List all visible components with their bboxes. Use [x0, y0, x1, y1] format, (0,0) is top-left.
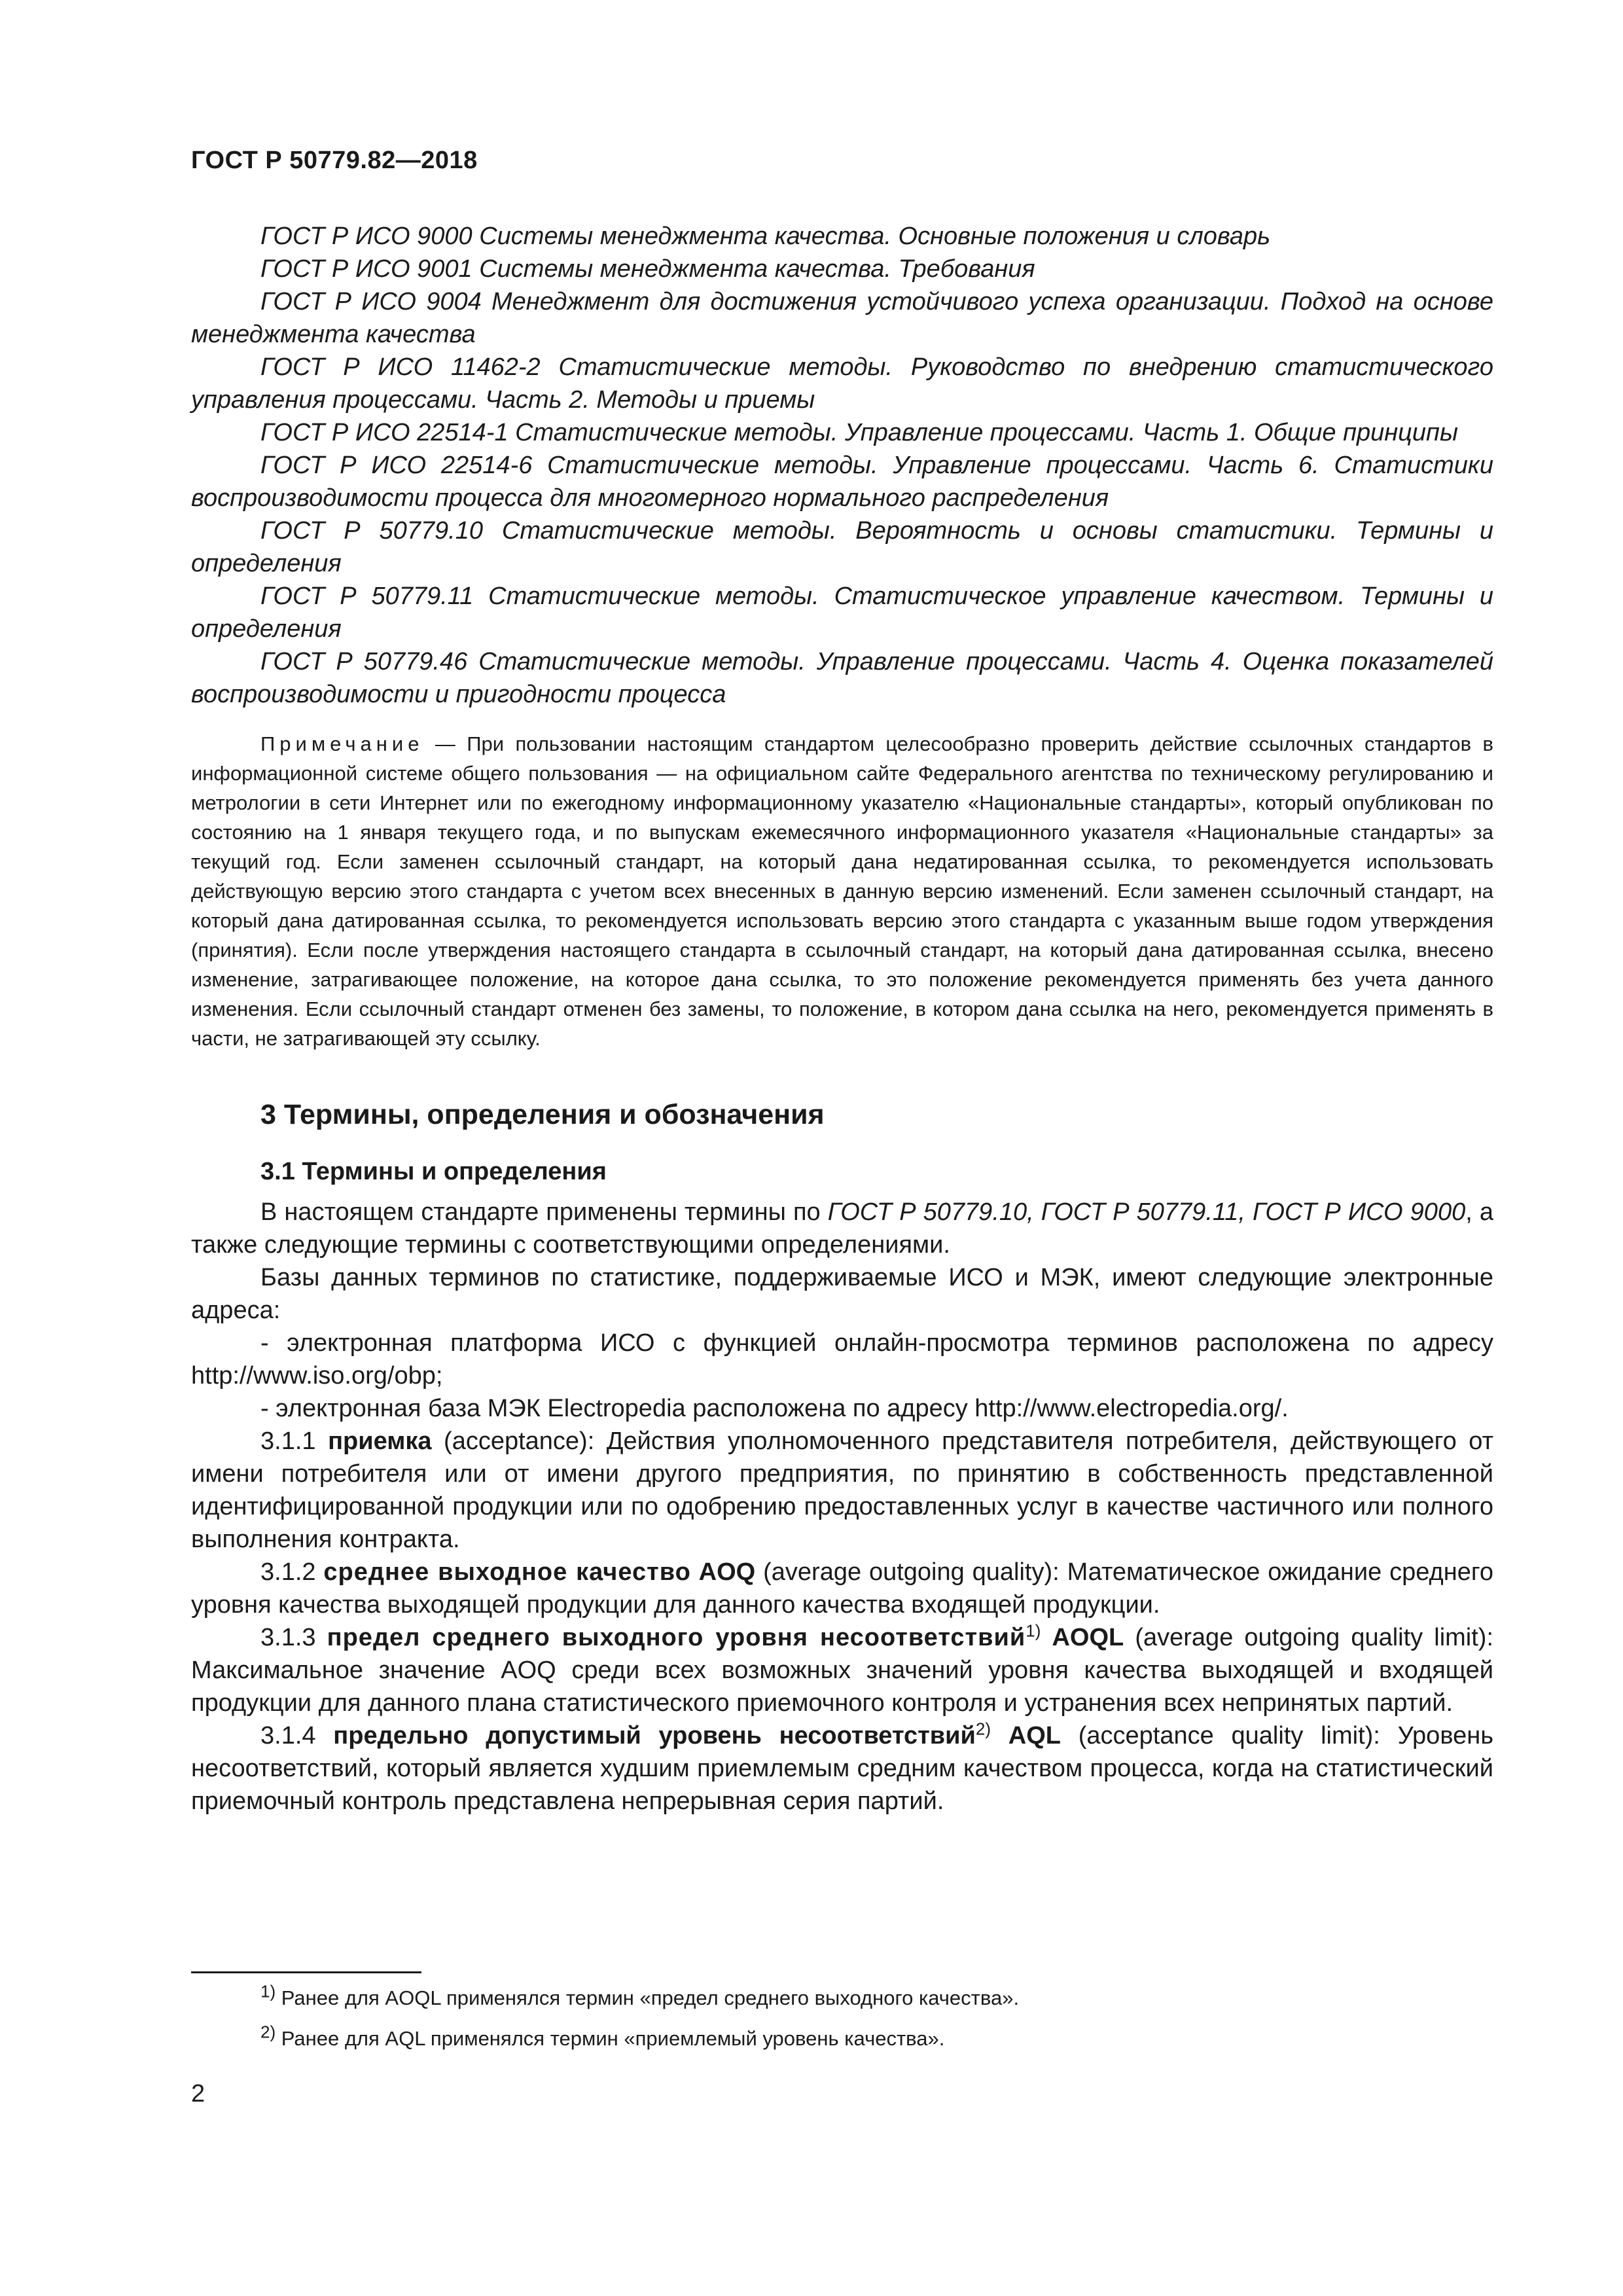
term-definition: (acceptance quality limit): Уровень несоответствий, который является худшим приемлемым средним качеством процесса, когда на статистический приемочный контроль представлена непрерывная серия партий. — [191, 1722, 1493, 1815]
intro-references: ГОСТ Р 50779.10, ГОСТ Р 50779.11, ГОСТ Р ИСО 9000 — [827, 1198, 1466, 1226]
footnote-separator — [191, 1971, 421, 1973]
reference-item: ГОСТ Р ИСО 9000 Системы менеджмента качества. Основные положения и словарь — [260, 223, 1271, 250]
page-header-standard-code: ГОСТ Р 50779.82—2018 — [191, 147, 478, 174]
term-definition: (acceptance): Действия уполномоченного представителя потребителя, действующего от имени потребителя или от имени другого предприятия, по принятию в собственность представленной идентифицированной продукции или по одобрению предоставленных услуг в качестве частичного или полного выполнения контракта. — [191, 1427, 1493, 1553]
term-number: 3.1.4 — [260, 1722, 316, 1749]
section-body — [191, 1196, 1493, 1818]
term-entry — [191, 1621, 1493, 1719]
reference-item: ГОСТ Р 50779.10 Статистические методы. Вероятность и основы статистики. Термины и определения — [191, 517, 1493, 577]
note-paragraph — [191, 729, 1493, 1053]
intro-paragraph — [191, 1196, 1493, 1261]
term-name: среднее выходное качество — [323, 1558, 691, 1586]
footnote-reference[interactable]: 2) — [975, 1719, 991, 1739]
reference-item: ГОСТ Р ИСО 9001 Системы менеджмента качества. Требования — [260, 255, 1035, 283]
database-item-iso: - электронная платформа ИСО с функцией онлайн-просмотра терминов расположена по адресу http://www.iso.org/obp; — [191, 1329, 1493, 1390]
footnote-mark: 2) — [260, 2022, 276, 2042]
footnote-text: Ранее для AQL применялся термин «приемлемый уровень качества». — [276, 2027, 945, 2050]
subsection-heading: 3.1 Термины и определения — [260, 1158, 607, 1185]
normative-references-list — [191, 220, 1493, 711]
footnote — [260, 2024, 1491, 2054]
term-name: предел среднего выходного уровня несоответствий — [327, 1624, 1026, 1651]
note-text: — При пользовании настоящим стандартом целесообразно проверить действие ссылочных стандартов в информационной системе общего пользования — на официальном сайте Федерального агентства по техническому регулированию и метрологии в сети Интернет или по ежегодному информационному указателю «Национальные стандарты», который опубликован по состоянию на 1 января текущего года, и по выпускам ежемесячного информационного указателя «Национальные стандарты» за текущий год. Если заменен ссылочный стандарт, на который дана недатированная ссылка, то рекомендуется использовать действующую версию этого стандарта с учетом всех внесенных в данную версию изменений. Если заменен ссылочный стандарт, на который дана датированная ссылка, то рекомендуется использовать версию этого стандарта с указанным выше годом утверждения (принятия). Если после утверждения настоящего стандарта в ссылочный стандарт, на который дана датированная ссылка, внесено изменение, затрагивающее положение, на которое дана ссылка, то это положение рекомендуется применять без учета данного изменения. Если ссылочный стандарт отменен без замены, то положение, в котором дана ссылка на него, рекомендуется применять в части, не затрагивающей эту ссылку. — [191, 732, 1493, 1050]
reference-item: ГОСТ Р 50779.11 Статистические методы. Статистическое управление качеством. Термины и определения — [191, 583, 1493, 643]
term-entry — [191, 1556, 1493, 1621]
note-label: Примечание — [260, 732, 424, 755]
term-definition: (average outgoing quality limit): Максимальное значение AOQ среди всех возможных значений уровня качества выходящей и входящей продукции для данного плана статистического приемочного контроля и устранения всех непринятых партий. — [191, 1624, 1494, 1717]
section-heading: 3 Термины, определения и обозначения — [260, 1099, 825, 1130]
page-number: 2 — [191, 2080, 205, 2108]
term-number: 3.1.1 — [260, 1427, 316, 1455]
footnote-mark: 1) — [260, 1981, 276, 2001]
term-number: 3.1.2 — [260, 1558, 316, 1586]
reference-item: ГОСТ Р ИСО 9004 Менеджмент для достижения устойчивого успеха организации. Подход на основе менеджмента качества — [191, 288, 1493, 348]
reference-item: ГОСТ Р ИСО 22514-6 Статистические методы. Управление процессами. Часть 6. Статистики воспроизводимости процесса для многомерного нормального распределения — [191, 452, 1493, 512]
database-item-iec: - электронная база МЭК Electropedia расположена по адресу http://www.electropedia.org/. — [260, 1395, 1289, 1422]
reference-item: ГОСТ Р ИСО 11462-2 Статистические методы. Руководство по внедрению статистического управления процессами. Часть 2. Методы и приемы — [191, 353, 1493, 414]
term-name: предельно допустимый уровень несоответствий — [333, 1722, 976, 1749]
intro-prefix: В настоящем стандарте применены термины по — [260, 1198, 828, 1226]
page-content — [191, 220, 1493, 1818]
reference-item: ГОСТ Р ИСО 22514-1 Статистические методы. Управление процессами. Часть 1. Общие принципы — [260, 419, 1458, 446]
term-name: приемка — [328, 1427, 432, 1455]
databases-intro: Базы данных терминов по статистике, поддерживаемые ИСО и МЭК, имеют следующие электронные адреса: — [191, 1264, 1493, 1324]
footnotes — [260, 1983, 1491, 2064]
term-number: 3.1.3 — [260, 1624, 316, 1651]
term-definition: (average outgoing quality): Математическое ожидание среднего уровня качества выходящей продукции для данного качества входящей продукции. — [191, 1558, 1493, 1619]
term-entry — [191, 1425, 1493, 1556]
footnote — [260, 1983, 1491, 2013]
footnote-reference[interactable]: 1) — [1026, 1621, 1041, 1641]
term-abbreviation: AQL — [991, 1722, 1061, 1749]
term-abbreviation: AOQ — [690, 1558, 756, 1586]
intro-suffix: , а также следующие термины с соответствующими определениями. — [191, 1198, 1493, 1259]
footnote-text: Ранее для AOQL применялся термин «предел среднего выходного качества». — [276, 1986, 1020, 2009]
term-entry — [191, 1719, 1493, 1818]
term-abbreviation: AOQL — [1041, 1624, 1124, 1651]
reference-item: ГОСТ Р 50779.46 Статистические методы. Управление процессами. Часть 4. Оценка показателей воспроизводимости и пригодности процесса — [191, 648, 1493, 708]
